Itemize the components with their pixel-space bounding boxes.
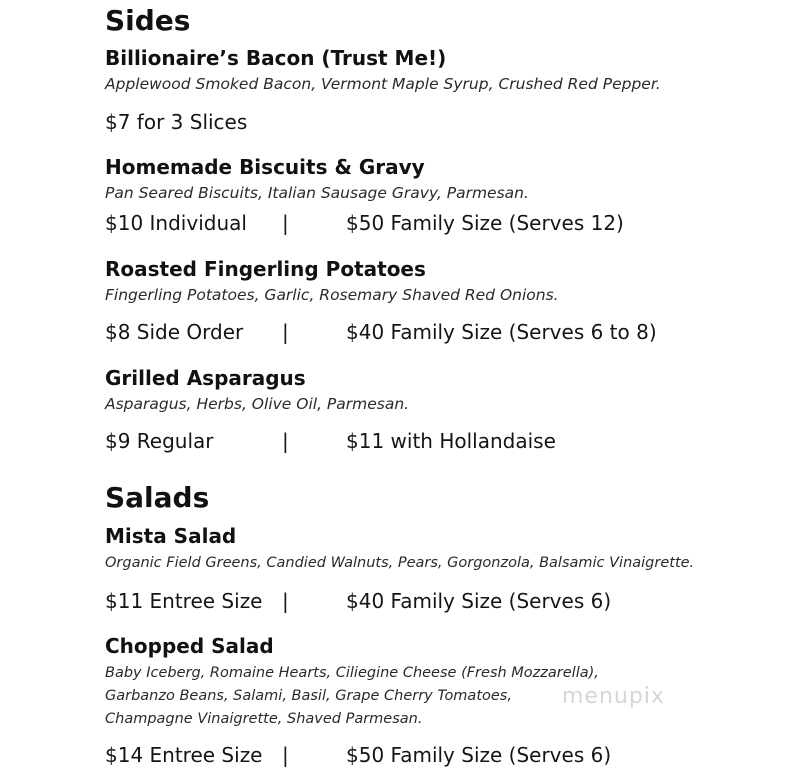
menu-item-description: Fingerling Potatoes, Garlic, Rosemary Shaved Red Onions. [105, 286, 559, 304]
menu-item-price: $8 Side Order [105, 320, 244, 344]
watermark: menupix [562, 684, 665, 709]
menu-item-description: Organic Field Greens, Candied Walnuts, Pears, Gorgonzola, Balsamic Vinaigrette. [105, 555, 695, 571]
menu-item-description-line: Garbanzo Beans, Salami, Basil, Grape Cherry Tomatoes, [105, 688, 512, 704]
menu-item-price: $7 for 3 Slices [105, 110, 248, 134]
menu-item-description: Applewood Smoked Bacon, Vermont Maple Syrup, Crushed Red Pepper. [105, 75, 661, 93]
menu-item-price-family: $40 Family Size (Serves 6) [346, 589, 612, 613]
section-heading-sides: Sides [105, 4, 191, 37]
menu-item-price-family: $50 Family Size (Serves 12) [346, 211, 624, 235]
menu-item-description: Pan Seared Biscuits, Italian Sausage Gravy, Parmesan. [105, 184, 529, 202]
menu-item-name: Chopped Salad [105, 634, 274, 658]
menu-item-price: $9 Regular [105, 429, 214, 453]
price-separator: | [282, 589, 289, 613]
menu-item-name: Grilled Asparagus [105, 366, 306, 390]
price-separator: | [282, 429, 289, 453]
menu-item-name: Roasted Fingerling Potatoes [105, 257, 426, 281]
menu-item-price-family: $40 Family Size (Serves 6 to 8) [346, 320, 657, 344]
menu-item-description: Asparagus, Herbs, Olive Oil, Parmesan. [105, 395, 410, 413]
menu-item-price: $10 Individual [105, 211, 247, 235]
menu-item-description-line: Baby Iceberg, Romaine Hearts, Ciliegine Cheese (Fresh Mozzarella), [105, 665, 599, 681]
menu-item-name: Billionaire’s Bacon (Trust Me!) [105, 46, 447, 70]
menu-item-description-line: Champagne Vinaigrette, Shaved Parmesan. [105, 711, 423, 727]
menu-item-name: Homemade Biscuits & Gravy [105, 155, 425, 179]
menu-item-price: $11 Entree Size [105, 589, 263, 613]
menu-item-price-alt: $11 with Hollandaise [346, 429, 556, 453]
menu-item-price-family: $50 Family Size (Serves 6) [346, 743, 612, 767]
price-separator: | [282, 211, 289, 235]
menu-item-name: Mista Salad [105, 524, 237, 548]
price-separator: | [282, 743, 289, 767]
section-heading-salads: Salads [105, 481, 210, 514]
price-separator: | [282, 320, 289, 344]
menu-item-price: $14 Entree Size [105, 743, 263, 767]
